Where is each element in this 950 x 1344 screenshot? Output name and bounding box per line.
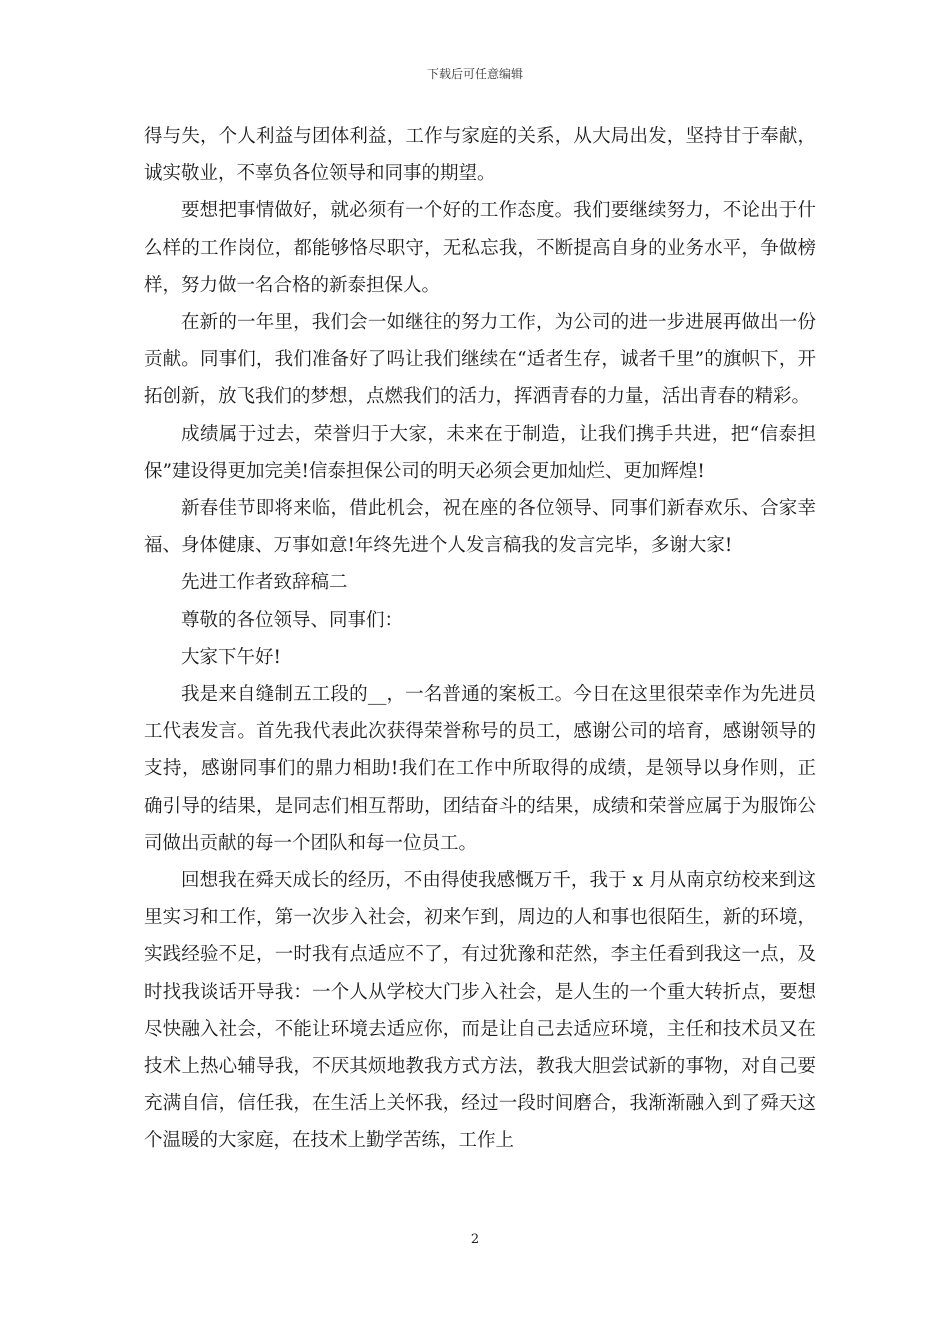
greeting: 大家下午好!	[181, 646, 281, 668]
paragraph: 成绩属于过去，荣誉归于大家，未来在于制造，让我们携手共进，把“信泰担保”建设得更加完美!信泰担保公司的明天必须会更加灿烂、更加辉煌!	[144, 423, 816, 482]
paragraph: 要想把事情做好，就必须有一个好的工作态度。我们要继续努力，不论出于什么样的工作岗位，都能够恪尽职守，无私忘我，不断提高自身的业务水平，争做榜样，努力做一名合格的新泰担保人。	[144, 200, 816, 296]
paragraph: 回想我在舜天成长的经历，不由得使我感慨万千，我于 x 月从南京纺校来到这里实习和工作，第一次步入社会，初来乍到，周边的人和事也很陌生，新的环境，实践经验不足，一时我有点适应不了，有过犹豫和茫然，李主任看到我这一点，及时找我谈话开导我：一个人从学校大门步入社会，是人生的一个重大转折点，要想尽快融入社会，不能让环境去适应你，而是让自己去适应环境，主任和技术员又在技术上热心辅导我，不厌其烦地教我方式方法，教我大胆尝试新的事物，对自己要充满自信，信任我，在生活上关怀我，经过一段时间磨合，我渐渐融入到了舜天这个温暖的大家庭，在技术上勤学苦练，工作上	[144, 870, 816, 1152]
salutation: 尊敬的各位领导、同事们：	[181, 609, 404, 631]
paragraph: 得与失，个人利益与团体利益，工作与家庭的关系，从大局出发，坚持甘于奉献，诚实敬业，不辜负各位领导和同事的期望。	[144, 126, 816, 185]
paragraph: 新春佳节即将来临，借此机会，祝在座的各位领导、同事们新春欢乐、合家幸福、身体健康、万事如意!年终先进个人发言稿我的发言完毕，多谢大家!	[144, 498, 816, 557]
paragraph: 在新的一年里，我们会一如继往的努力工作，为公司的进一步进展再做出一份贡献。同事们，我们准备好了吗让我们继续在“适者生存，诚者千里”的旗帜下，开拓创新，放飞我们的梦想，点燃我们的活力，挥洒青春的力量，活出青春的精彩。	[144, 312, 816, 408]
document-body	[144, 118, 816, 1160]
page-header: 下载后可任意编辑	[426, 67, 523, 81]
paragraph: 我是来自缝制五工段的__，一名普通的案板工。今日在这里很荣幸作为先进员工代表发言。首先我代表此次获得荣誉称号的员工，感谢公司的培育，感谢领导的支持，感谢同事们的鼎力相助!我们在工作中所取得的成绩，是领导以身作则，正确引导的结果，是同志们相互帮助，团结奋斗的结果，成绩和荣誉应属于为服饰公司做出贡献的每一个团队和每一位员工。	[144, 684, 816, 854]
section-title: 先进工作者致辞稿二	[181, 572, 348, 594]
page-number: 2	[470, 1232, 480, 1247]
